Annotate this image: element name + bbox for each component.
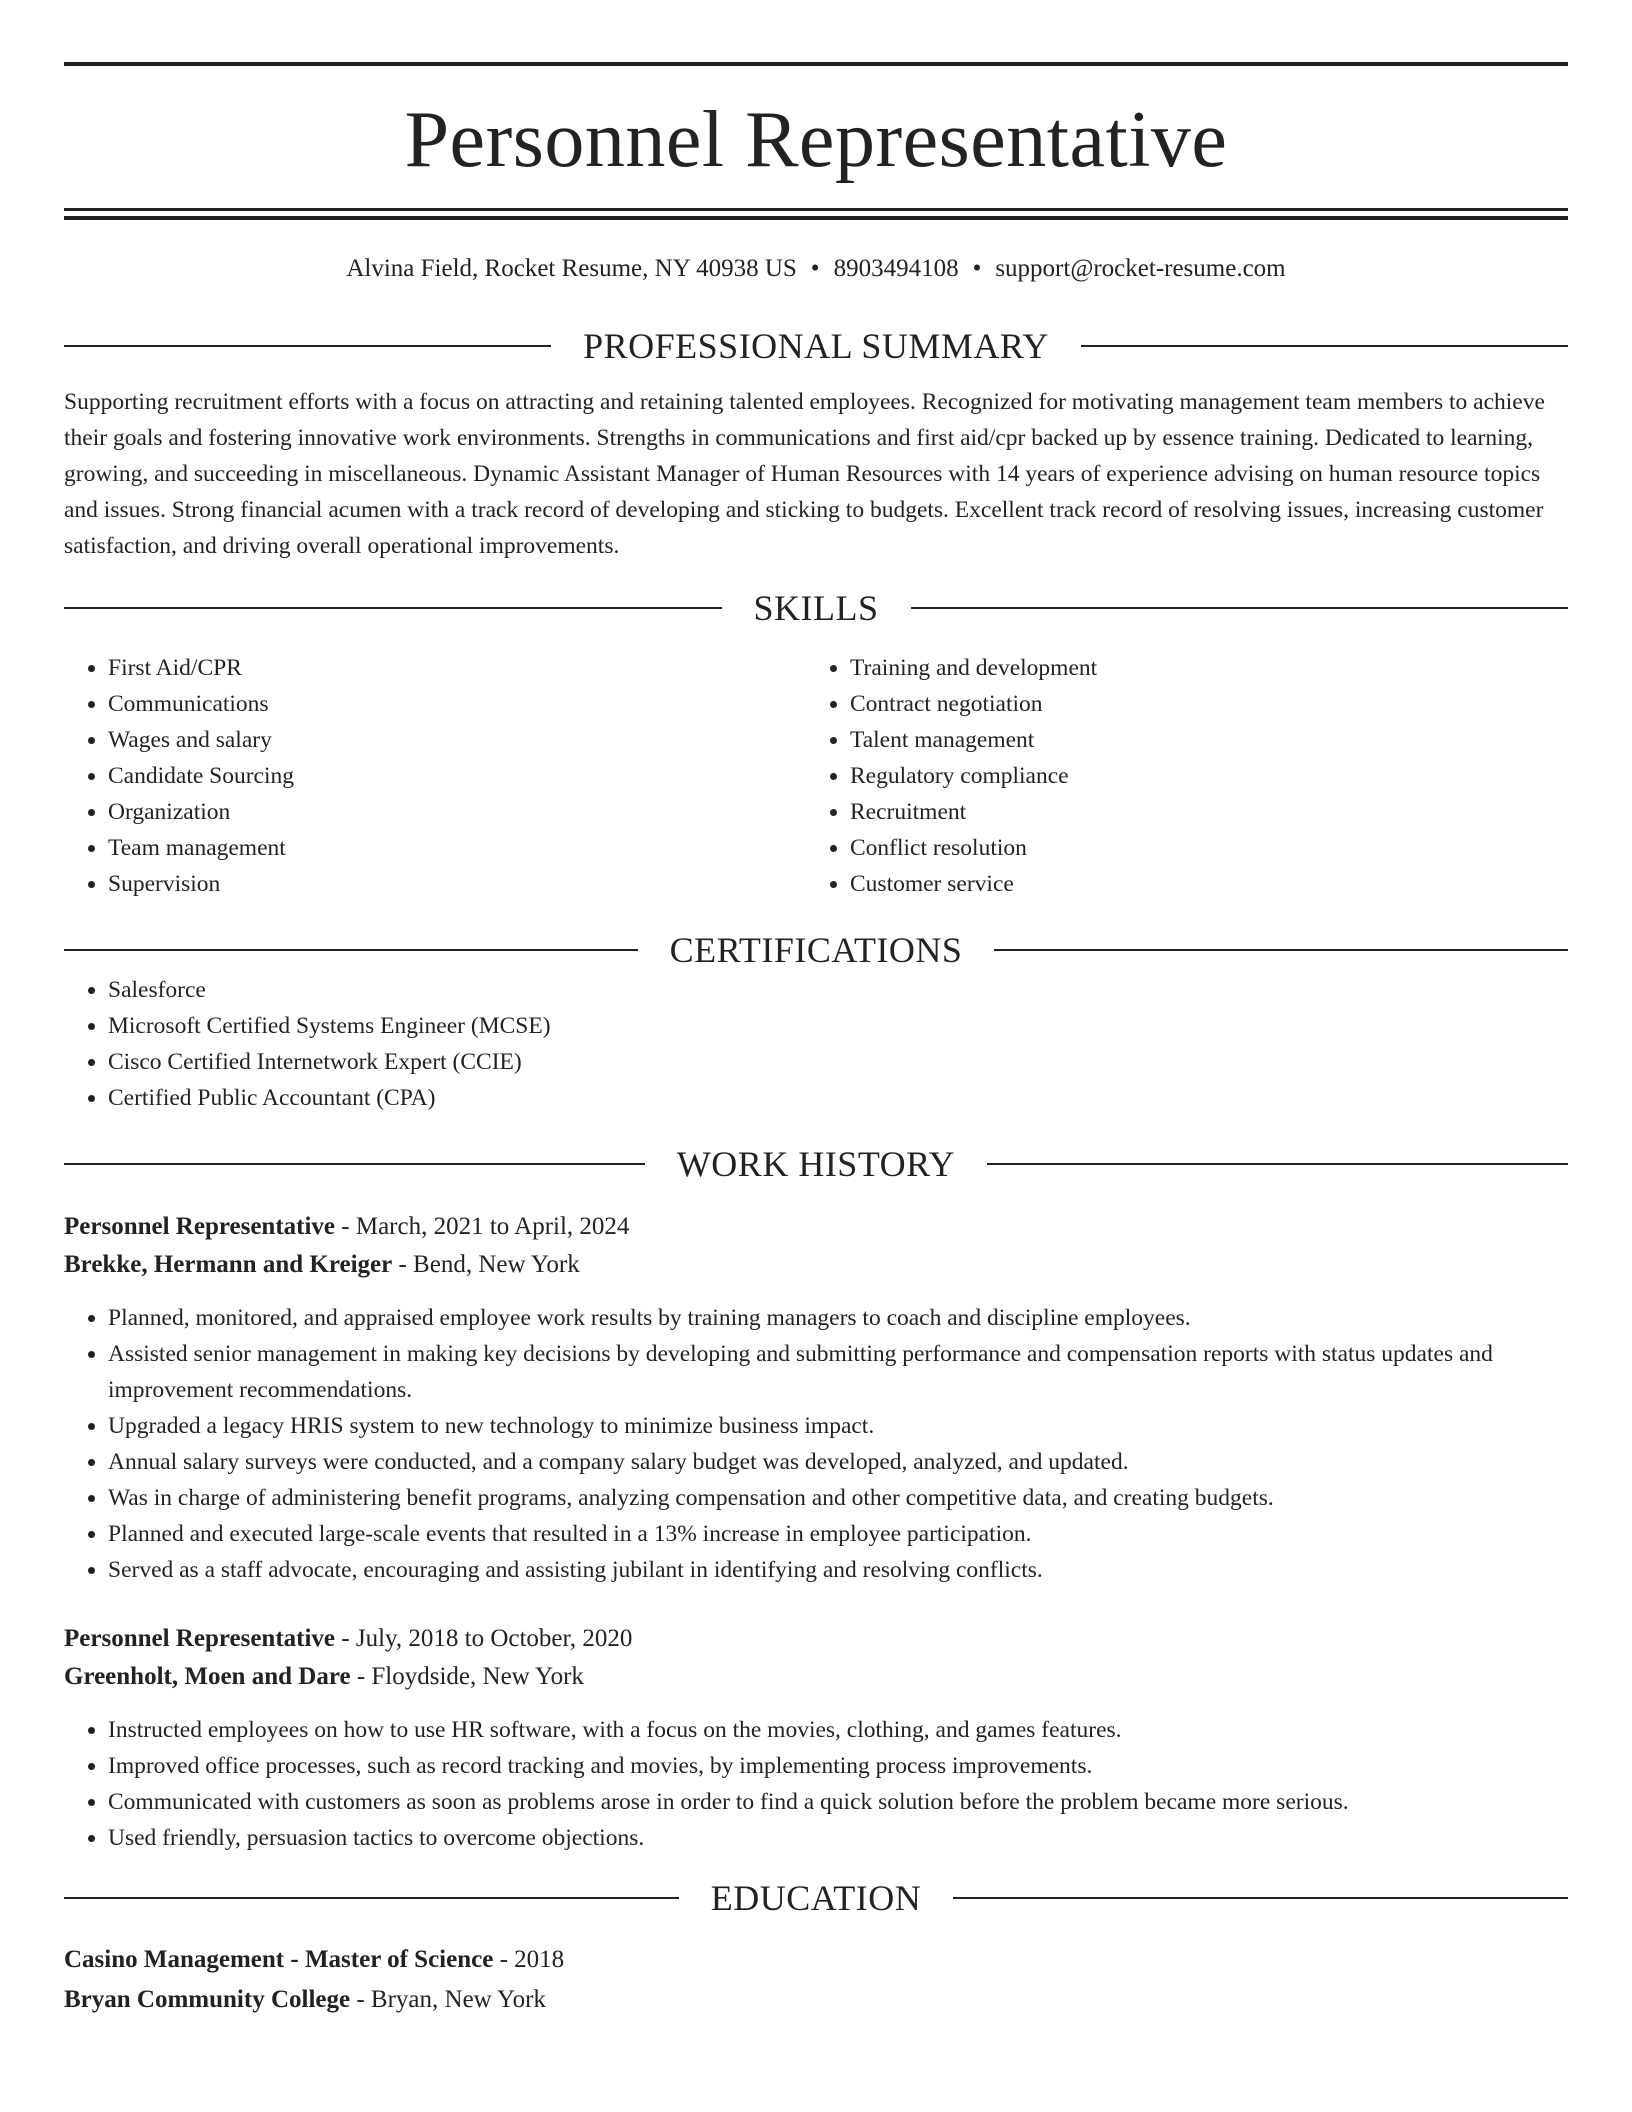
job-duties-list	[64, 1712, 1568, 1856]
heading-rule	[64, 607, 722, 609]
education-section-heading	[64, 1876, 1568, 1920]
resume-page	[64, 0, 1568, 2020]
job-company-line	[64, 1246, 1568, 1284]
skill-item: • Regulatory compliance	[850, 758, 1548, 794]
job-duty-item: • Used friendly, persuasion tactics to overcome objections.	[108, 1820, 1568, 1856]
education-year: - 2018	[493, 1946, 565, 1973]
job-duty-item: • Planned and executed large-scale events that resulted in a 13% increase in employee participation.	[108, 1516, 1568, 1552]
contact-phone: 8903494108	[833, 255, 959, 282]
skill-item: • Communications	[108, 686, 806, 722]
certification-item: • Microsoft Certified Systems Engineer (MCSE)	[108, 1008, 1568, 1044]
job-duty-item: • Assisted senior management in making key decisions by developing and submitting performance and compensation reports with status updates and improvement recommendations.	[108, 1336, 1568, 1408]
skills-column-right	[806, 650, 1548, 902]
job-duty-item: • Planned, monitored, and appraised employee work results by training managers to coach and discipline employees.	[108, 1300, 1568, 1336]
contact-separator: •	[972, 255, 982, 282]
summary-section-heading	[64, 324, 1568, 368]
skills-list-left	[64, 650, 806, 902]
skill-item: • Customer service	[850, 866, 1548, 902]
certification-item: • Cisco Certified Internetwork Expert (CCIE)	[108, 1044, 1568, 1080]
skill-item: • First Aid/CPR	[108, 650, 806, 686]
certification-item: • Salesforce	[108, 972, 1568, 1008]
contact-email: support@rocket-resume.com	[995, 255, 1286, 282]
contact-line	[64, 254, 1568, 284]
summary-heading-label: PROFESSIONAL SUMMARY	[583, 326, 1049, 366]
heading-rule	[64, 949, 638, 951]
job-company-line	[64, 1658, 1568, 1696]
skill-item: • Candidate Sourcing	[108, 758, 806, 794]
job-entry	[64, 1620, 1568, 1856]
heading-rule	[953, 1897, 1568, 1899]
job-duty-item: • Instructed employees on how to use HR software, with a focus on the movies, clothing, and games features.	[108, 1712, 1568, 1748]
work-history-section-heading	[64, 1142, 1568, 1186]
education-location: - Bryan, New York	[350, 1986, 546, 2013]
job-title: Personnel Representative	[64, 1213, 336, 1240]
job-duty-item: • Upgraded a legacy HRIS system to new technology to minimize business impact.	[108, 1408, 1568, 1444]
work-history-heading-label: WORK HISTORY	[676, 1144, 956, 1184]
heading-rule	[987, 1163, 1568, 1165]
contact-address: Alvina Field, Rocket Resume, NY 40938 US	[346, 255, 797, 282]
job-entry	[64, 1208, 1568, 1588]
heading-rule	[1081, 345, 1568, 347]
skills-grid	[64, 650, 1568, 902]
education-heading-label: EDUCATION	[710, 1878, 922, 1918]
education-degree-line	[64, 1940, 1568, 1980]
certifications-list	[64, 972, 1568, 1116]
job-dates: - March, 2021 to April, 2024	[335, 1213, 630, 1240]
skill-item: • Team management	[108, 830, 806, 866]
title-double-rule	[64, 208, 1568, 220]
job-duty-item: • Annual salary surveys were conducted, and a company salary budget was developed, analyzed, and updated.	[108, 1444, 1568, 1480]
certifications-heading-label: CERTIFICATIONS	[669, 930, 963, 970]
certification-item: • Certified Public Accountant (CPA)	[108, 1080, 1568, 1116]
skill-item: • Recruitment	[850, 794, 1548, 830]
heading-rule	[911, 607, 1569, 609]
job-company: Brekke, Hermann and Kreiger	[64, 1251, 393, 1278]
education-entry	[64, 1940, 1568, 2020]
job-duty-item: • Improved office processes, such as record tracking and movies, by implementing process improvements.	[108, 1748, 1568, 1784]
skill-item: • Talent management	[850, 722, 1548, 758]
heading-rule	[994, 949, 1568, 951]
heading-rule	[64, 345, 551, 347]
education-school: Bryan Community College	[64, 1986, 351, 2013]
heading-rule	[64, 1163, 645, 1165]
skill-item: • Contract negotiation	[850, 686, 1548, 722]
education-degree: Casino Management - Master of Science	[64, 1946, 494, 1973]
job-title-line	[64, 1208, 1568, 1246]
skill-item: • Conflict resolution	[850, 830, 1548, 866]
job-location: - Bend, New York	[392, 1251, 580, 1278]
job-title-line	[64, 1620, 1568, 1658]
heading-rule	[64, 1897, 679, 1899]
job-title: Personnel Representative	[64, 1625, 336, 1652]
job-location: - Floydside, New York	[350, 1663, 584, 1690]
education-school-line	[64, 1980, 1568, 2020]
job-dates: - July, 2018 to October, 2020	[335, 1625, 633, 1652]
summary-paragraph: Supporting recruitment efforts with a focus on attracting and retaining talented employees. Recognized for motivating management team members to achieve their goals and fostering innovative work environments. Strengths in communications and first aid/cpr backed up by essence training. Dedicated to learning, growing, and succeeding in miscellaneous. Dynamic Assistant Manager of Human Resources with 14 years of experience advising on human resource topics and issues. Strong financial acumen with a track record of developing and sticking to budgets. Excellent track record of resolving issues, increasing customer satisfaction, and driving overall operational improvements.	[64, 389, 1545, 559]
job-company: Greenholt, Moen and Dare	[64, 1663, 351, 1690]
skills-section-heading	[64, 586, 1568, 630]
job-duties-list	[64, 1300, 1568, 1588]
contact-separator: •	[810, 255, 820, 282]
job-duty-item: • Was in charge of administering benefit programs, analyzing compensation and other competitive data, and creating budgets.	[108, 1480, 1568, 1516]
skills-column-left	[64, 650, 806, 902]
resume-title: Personnel Representative	[404, 96, 1228, 184]
job-duty-item: • Communicated with customers as soon as problems arose in order to find a quick solution before the problem became more serious.	[108, 1784, 1568, 1820]
certifications-section-heading	[64, 928, 1568, 972]
skill-item: • Wages and salary	[108, 722, 806, 758]
skills-list-right	[806, 650, 1548, 902]
job-duty-item: • Served as a staff advocate, encouraging and assisting jubilant in identifying and resolving conflicts.	[108, 1552, 1568, 1588]
skill-item: • Supervision	[108, 866, 806, 902]
skill-item: • Organization	[108, 794, 806, 830]
skill-item: • Training and development	[850, 650, 1548, 686]
skills-heading-label: SKILLS	[753, 588, 879, 628]
